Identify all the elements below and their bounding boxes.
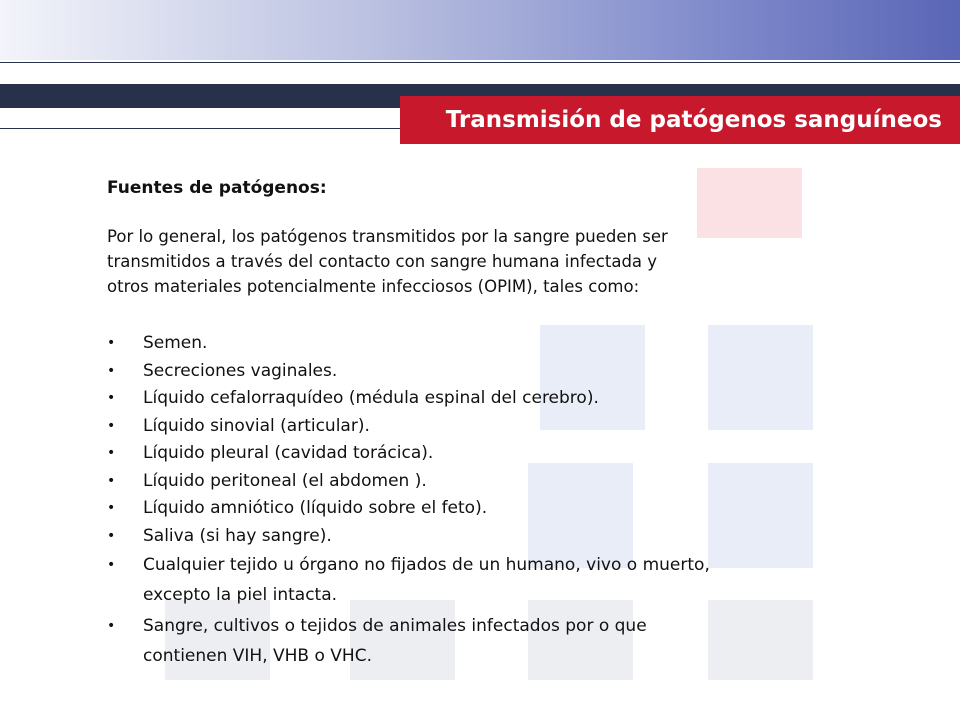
list-item: [107, 330, 877, 357]
section-heading: Fuentes de patógenos:: [107, 178, 327, 198]
list-item-text: Secreciones vaginales.: [143, 360, 338, 381]
title-banner: [400, 96, 960, 144]
list-item: [107, 611, 877, 671]
intro-line: transmitidos a través del contacto con sangre humana infectada y: [107, 252, 658, 271]
header-rule-bottom: [0, 128, 400, 129]
bullet-icon: •: [107, 527, 116, 544]
list-item: [107, 550, 877, 610]
intro-paragraph: [107, 224, 827, 299]
list-item-text: Líquido cefalorraquídeo (médula espinal del cerebro).: [143, 388, 599, 408]
list-item-text: Cualquier tejido u órgano no fijados de un humano, vivo o muerto,: [143, 555, 710, 575]
slide-title: Transmisión de patógenos sanguíneos: [445, 107, 942, 133]
list-item: [107, 495, 877, 522]
list-item-text: Líquido pleural (cavidad torácica).: [143, 443, 434, 463]
list-item-text: Saliva (si hay sangre).: [143, 525, 332, 546]
list-item: [107, 413, 877, 440]
bullet-icon: •: [107, 500, 116, 516]
list-item: [107, 440, 877, 467]
bullet-icon: •: [107, 390, 116, 406]
list-item-text: Sangre, cultivos o tejidos de animales infectados por o que: [143, 616, 647, 636]
list-item-text: Líquido amniótico (líquido sobre el feto).: [143, 498, 488, 518]
bullet-icon: •: [107, 362, 116, 379]
list-item: [107, 468, 877, 495]
header-rule-top: [0, 62, 960, 63]
list-item: [107, 358, 877, 385]
bullet-icon: •: [107, 417, 116, 434]
list-item-text: Líquido sinovial (articular).: [143, 415, 370, 436]
list-item-text: contienen VIH, VHB o VHC.: [143, 646, 372, 666]
intro-line: Por lo general, los patógenos transmitidos por la sangre pueden ser: [107, 227, 668, 246]
fluid-list: [107, 330, 877, 672]
bullet-icon: •: [107, 335, 116, 351]
bullet-icon: •: [107, 618, 116, 634]
list-item: [107, 385, 877, 412]
list-item: [107, 523, 877, 550]
header-gradient-band: [0, 0, 960, 60]
bullet-icon: •: [107, 557, 116, 573]
intro-line: otros materiales potencialmente infecciosos (OPIM), tales como:: [107, 277, 640, 296]
list-item-text: Semen.: [143, 333, 208, 353]
bullet-icon: •: [107, 472, 116, 489]
list-item-text: excepto la piel intacta.: [143, 585, 338, 605]
bullet-icon: •: [107, 445, 116, 461]
list-item-text: Líquido peritoneal (el abdomen ).: [143, 470, 427, 491]
